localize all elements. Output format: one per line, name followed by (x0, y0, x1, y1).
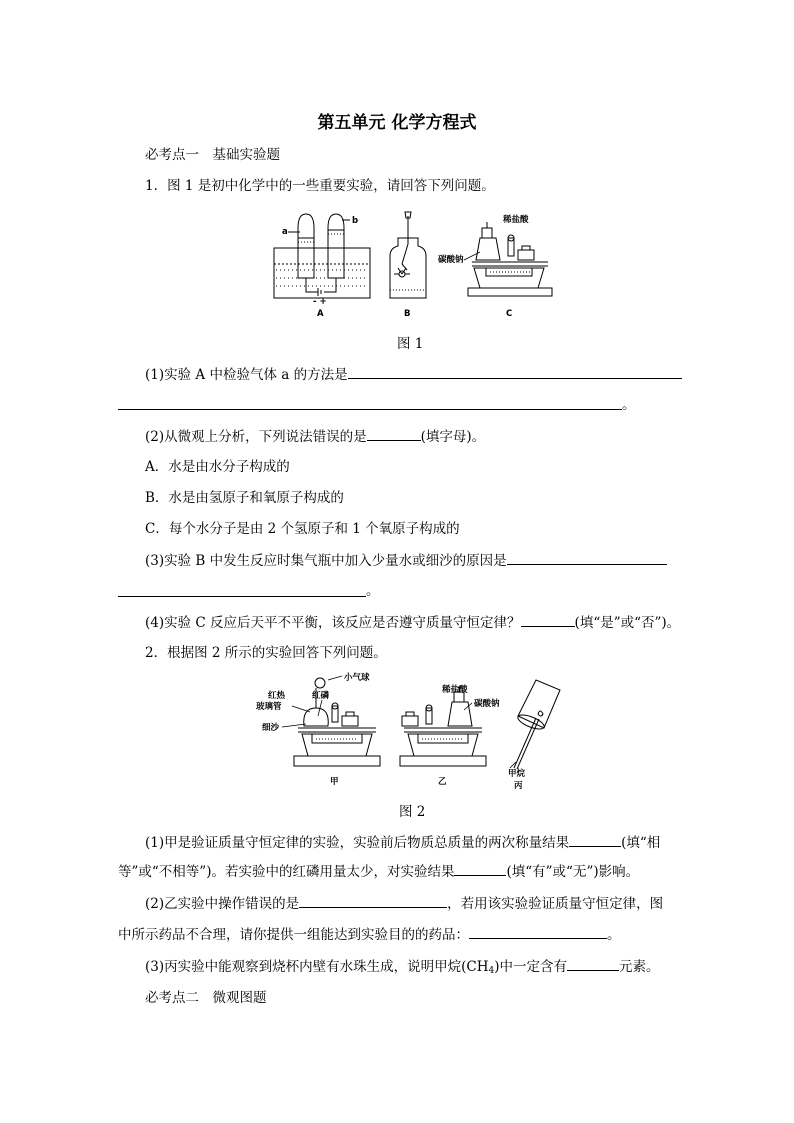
q2-stem: 2．根据图 2 所示的实验回答下列问题。 (145, 645, 387, 661)
q1-part2-blank[interactable] (367, 427, 421, 441)
q2-part2-line1 (145, 894, 663, 913)
apparatus-bing-beaker (514, 680, 560, 769)
section-heading-1: 必考点一 基础实验题 (145, 147, 280, 163)
figure-1-caption: 图 1 (397, 336, 424, 352)
q2-part1-blank1[interactable] (569, 833, 621, 847)
q1-part3-text: (3)实验 B 中发生反应时集气瓶中加入少量水或细沙的原因是 (145, 553, 507, 569)
label-fine-sand: 细沙 (262, 723, 280, 733)
label-red-phosphorus: 红磷 (312, 691, 330, 701)
q2-part3 (145, 957, 660, 980)
label-apparatus-C: C (506, 309, 513, 319)
q1-option-a: A．水是由水分子构成的 (145, 459, 290, 475)
q2-part1-line2 (118, 862, 639, 881)
label-jia: 甲 (330, 777, 339, 787)
figure-2-drawing (252, 672, 562, 794)
q1-part4 (145, 613, 680, 632)
q1-part4-blank[interactable] (521, 613, 575, 627)
figure-1 (268, 208, 558, 320)
label-bing: 丙 (514, 781, 523, 791)
q1-part2 (145, 427, 485, 446)
q2-part2-line2 (118, 925, 621, 944)
label-gas-b: b (352, 216, 359, 226)
label-sodium-carbonate-2: 碳酸钠 (474, 699, 500, 709)
apparatus-a-electrolysis (274, 214, 370, 298)
label-dilute-hcl-1: 稀盐酸 (503, 215, 529, 225)
figure-2-caption: 图 2 (399, 804, 426, 820)
q2-part1-blank2[interactable] (454, 862, 506, 876)
q2-part1-after2: (填“有”或“无”)影响。 (506, 864, 640, 880)
q2-part3-mid: )中一定含有 (494, 959, 568, 975)
label-minus-plus: - + (313, 297, 327, 307)
q2-part1-text2: 等”或“不相等”)。若实验中的红磷用量太少，对实验结果 (118, 864, 455, 880)
page-title: 第五单元 化学方程式 (317, 113, 477, 133)
q2-part2-after1: ，若用该实验验证质量守恒定律，图 (447, 896, 664, 912)
figure-2 (252, 672, 562, 794)
apparatus-jia-balance (294, 678, 380, 766)
label-hot-glass-1: 红热 (268, 691, 286, 701)
section-heading-2: 必考点二 微观图题 (145, 990, 267, 1006)
q1-part1-text: (1)实验 A 中检验气体 a 的方法是 (145, 367, 348, 383)
q2-part1-line1 (145, 833, 660, 852)
figure-1-drawing (268, 208, 558, 320)
label-apparatus-B: B (404, 309, 411, 319)
q1-part3-end: 。 (366, 583, 380, 599)
apparatus-c-balance (468, 222, 552, 296)
apparatus-b-gas-bottle (390, 212, 426, 298)
q2-part2-text1: (2)乙实验中操作错误的是 (145, 896, 300, 912)
q1-option-b: B．水是由氢原子和氧原子构成的 (145, 490, 344, 506)
q2-part2-after2: 。 (607, 927, 621, 943)
q1-part1-end: 。 (622, 397, 636, 413)
q1-part1 (145, 365, 682, 384)
q1-option-c: C．每个水分子是由 2 个氢原子和 1 个氧原子构成的 (145, 521, 460, 537)
label-sodium-carbonate-1: 碳酸钠 (438, 255, 464, 265)
q1-part3 (145, 551, 667, 570)
q2-part2-blank2[interactable] (469, 925, 607, 939)
label-gas-a: a (282, 227, 288, 237)
q2-part2-text2: 中所示药品不合理，请你提供一组能达到实验目的的药品： (118, 927, 469, 943)
label-dilute-hcl-2: 稀盐酸 (442, 685, 468, 695)
q2-part3-subscript: 4 (488, 966, 495, 976)
q2-part1-text1: (1)甲是验证质量守恒定律的实验，实验前后物质总质量的两次称量结果 (145, 835, 570, 851)
q2-part2-blank1[interactable] (299, 894, 447, 908)
label-yi: 乙 (438, 777, 447, 787)
q1-part1-blank-line2[interactable] (118, 409, 622, 410)
apparatus-yi-balance (400, 686, 486, 766)
q2-part3-after: 元素。 (619, 959, 660, 975)
q1-part3-blank-line2[interactable] (118, 596, 366, 597)
q1-part1-blank[interactable] (348, 365, 682, 379)
q2-part1-after1: (填“相 (621, 835, 661, 851)
label-hot-glass-2: 玻璃管 (256, 702, 282, 712)
q1-part2-text: (2)从微观上分析，下列说法错误的是 (145, 429, 367, 445)
q1-stem: 1．图 1 是初中化学中的一些重要实验，请回答下列问题。 (145, 178, 495, 194)
q1-part2-after: (填字母)。 (420, 429, 486, 445)
label-methane: 甲烷 (508, 769, 526, 779)
q1-part4-text: (4)实验 C 反应后天平不平衡，该反应是否遵守质量守恒定律？ (145, 615, 521, 631)
q1-part4-after: (填“是”或“否”)。 (574, 615, 681, 631)
q1-part3-blank[interactable] (507, 551, 667, 565)
label-apparatus-A: A (317, 309, 324, 319)
q2-part3-text: (3)丙实验中能观察到烧杯内壁有水珠生成，说明甲烷(CH (145, 959, 489, 975)
label-small-balloon: 小气球 (344, 673, 370, 683)
q2-part3-blank[interactable] (567, 957, 619, 971)
